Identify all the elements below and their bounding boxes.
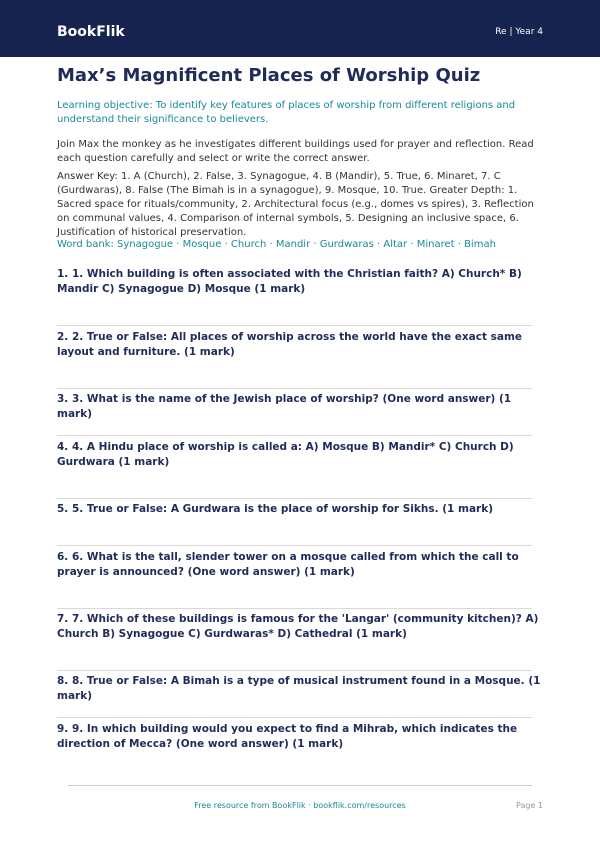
question-4: 4. 4. A Hindu place of worship is called a: A) Mosque B) Mandir* C) Church D) Gurdwara (1 mark) bbox=[57, 441, 514, 468]
intro-text: Join Max the monkey as he investigates different buildings used for prayer and reflection. Read each question carefully and select or write the correct answer. bbox=[57, 139, 534, 164]
question-2: 2. 2. True or False: All places of worship across the world have the exact same layout and furniture. (1 mark) bbox=[57, 331, 523, 358]
question-3: 3. 3. What is the name of the Jewish place of worship? (One word answer) (1 mark) bbox=[57, 393, 512, 420]
question-5: 5. 5. True or False: A Gurdwara is the place of worship for Sikhs. (1 mark) bbox=[57, 503, 494, 515]
answer-line-6 bbox=[57, 608, 532, 609]
answer-line-5 bbox=[57, 545, 532, 546]
subject-year-label: Re | Year 4 bbox=[495, 27, 543, 37]
answer-line-7 bbox=[57, 670, 532, 671]
page-number: Page 1 bbox=[516, 801, 543, 810]
question-6: 6. 6. What is the tall, slender tower on a mosque called from which the call to prayer is announced? (One word answer) (1 mark) bbox=[57, 551, 519, 578]
answer-line-8 bbox=[57, 717, 532, 718]
answer-key: Answer Key: 1. A (Church), 2. False, 3. Synagogue, 4. B (Mandir), 5. True, 6. Minaret, 7. C (Gurdwaras), 8. False (The Bimah is in a synagogue), 9. Mosque, 10. True. Greater Depth: 1. Sacred space for rituals/community, 2. Architectural focus (e.g., domes vs spires), 3. Reflection on communal values, 4. Comparison of internal symbols, 5. Designing an inclusive space, 6. Justification of historical preservation. bbox=[57, 171, 534, 238]
page-title: Max’s Magnificent Places of Worship Quiz bbox=[57, 65, 481, 86]
question-9: 9. 9. In which building would you expect to find a Mihrab, which indicates the direction of Mecca? (One word answer) (1 mark) bbox=[57, 723, 518, 750]
answer-line-3 bbox=[57, 435, 532, 436]
learning-objective: Learning objective: To identify key features of places of worship from different religions and understand their significance to believers. bbox=[57, 100, 516, 125]
footer-link[interactable]: Free resource from BookFlik · bookflik.com/resources bbox=[194, 801, 406, 810]
answer-line-2 bbox=[57, 388, 532, 389]
question-7: 7. 7. Which of these buildings is famous for the 'Langar' (community kitchen)? A) Church B) Synagogue C) Gurdwaras* D) Cathedral (1 mark) bbox=[57, 613, 539, 640]
question-1: 1. 1. Which building is often associated with the Christian faith? A) Church* B) Mandir C) Synagogue D) Mosque (1 mark) bbox=[57, 268, 522, 295]
answer-line-4 bbox=[57, 498, 532, 499]
footer-divider bbox=[68, 785, 532, 786]
brand-logo[interactable]: BookFlik bbox=[57, 24, 125, 40]
answer-line-1 bbox=[57, 325, 532, 326]
word-bank: Word bank: Synagogue · Mosque · Church · Mandir · Gurdwaras · Altar · Minaret · Bimah bbox=[57, 239, 496, 250]
question-8: 8. 8. True or False: A Bimah is a type of musical instrument found in a Mosque. (1 mark) bbox=[57, 675, 541, 702]
header-bar bbox=[0, 0, 600, 57]
